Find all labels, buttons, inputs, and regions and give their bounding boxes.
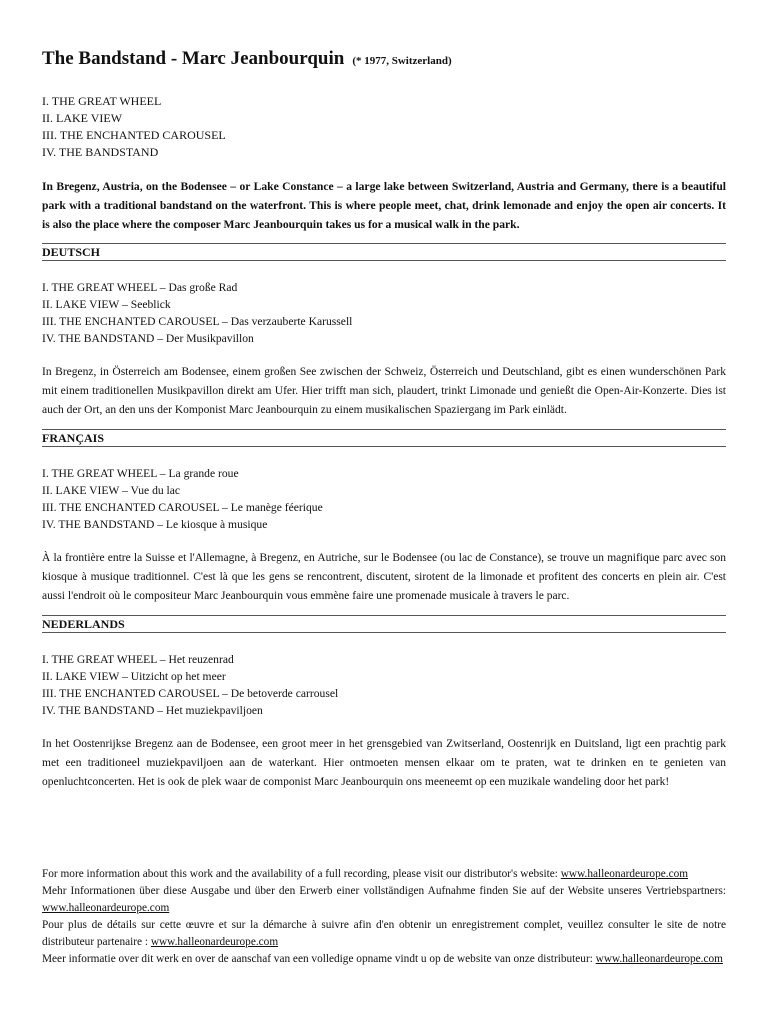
footer-text-deutsch: Mehr Informationen über diese Ausgabe und über den Erwerb einer vollständigen Aufnahme finden Sie auf der Website unseres Vertriebspartners: [42, 885, 726, 897]
movement-item: IV. THE BANDSTAND [42, 144, 159, 159]
section-heading-francais: FRANÇAIS [42, 429, 726, 447]
document-page [42, 48, 726, 792]
footer-line-english [42, 866, 726, 883]
movement-item: II. LAKE VIEW [42, 110, 123, 125]
movement-item: IV. THE BANDSTAND – Le kiosque à musique [42, 517, 268, 531]
movement-list-francais [42, 465, 726, 533]
nederlands-description: In het Oostenrijkse Bregenz aan de Bodensee, een groot meer in het grensgebied van Zwitserland, Oostenrijk en Duitsland, ligt een prachtig park met een traditioneel muziekpaviljoen aan de waterkant. Hier ontmoeten mensen elkaar om te praten, wat te drinken en te genieten van openluchtconcerten. Het is ook de plek waar de componist Marc Jeanbourquin ons meeneemt op een muzikale wandeling door het park! [42, 737, 726, 788]
footer-line-francais [42, 917, 726, 951]
footer-text-francais: Pour plus de détails sur cette œuvre et sur la démarche à suivre afin d'en obtenir un enregistrement complet, veuillez consulter le site de notre distributeur partenaire : [42, 919, 726, 948]
movement-item: I. THE GREAT WHEEL – Das große Rad [42, 280, 238, 294]
title-row [42, 48, 726, 71]
footer-text-nederlands: Meer informatie over dit werk en over de aanschaf van een volledige opname vindt u op de website van onze distributeur: [42, 953, 596, 965]
movement-item: III. THE ENCHANTED CAROUSEL – Le manège féerique [42, 500, 323, 514]
movement-item: II. LAKE VIEW – Vue du lac [42, 483, 181, 497]
section-deutsch [42, 243, 726, 420]
distributor-link[interactable]: www.halleonardeurope.com [42, 902, 170, 914]
footer-line-deutsch [42, 883, 726, 917]
movement-item: III. THE ENCHANTED CAROUSEL – De betoverde carrousel [42, 686, 339, 700]
english-description: In Bregenz, Austria, on the Bodensee – or Lake Constance – a large lake between Switzerland, Austria and Germany, there is a beautiful park with a traditional bandstand on the waterfront. This is where people meet, chat, drink lemonade and enjoy the open air concerts. It is also the place where the composer Marc Jeanbourquin takes us for a musical walk in the park. [42, 179, 726, 231]
movement-item: IV. THE BANDSTAND – Der Musikpavillon [42, 331, 254, 345]
movement-item: I. THE GREAT WHEEL – La grande roue [42, 466, 239, 480]
movement-item: I. THE GREAT WHEEL – Het reuzenrad [42, 652, 234, 666]
movement-item: II. LAKE VIEW – Seeblick [42, 297, 171, 311]
movement-list-english [42, 93, 726, 161]
distributor-link[interactable]: www.halleonardeurope.com [595, 953, 723, 965]
footer-line-nederlands [42, 951, 726, 968]
movement-list-nederlands [42, 651, 726, 719]
composer-info: (* 1977, Switzerland) [352, 55, 452, 67]
page-title: The Bandstand - Marc Jeanbourquin [42, 48, 345, 69]
footer-text-english: For more information about this work and the availability of a full recording, please visit our distributor's website: [42, 868, 561, 880]
section-nederlands [42, 615, 726, 792]
section-heading-deutsch: DEUTSCH [42, 243, 726, 261]
distributor-footer [42, 866, 726, 968]
movement-item: III. THE ENCHANTED CAROUSEL – Das verzauberte Karussell [42, 314, 353, 328]
francais-description: À la frontière entre la Suisse et l'Allemagne, à Bregenz, en Autriche, sur le Bodensee (ou lac de Constance), se trouve un magnifique parc avec son kiosque à musique traditionnel. C'est là que les gens se rencontrent, discutent, sirotent de la limonade et profitent des concerts en plein air. C'est aussi l'endroit où le compositeur Marc Jeanbourquin vous emmène faire une promenade musicale à travers le parc. [42, 551, 726, 602]
deutsch-description: In Bregenz, in Österreich am Bodensee, einem großen See zwischen der Schweiz, Österreich und Deutschland, gibt es einen wunderschönen Park mit einem traditionellen Musikpavillon direkt am Ufer. Hier trifft man sich, plaudert, trinkt Limonade und genießt die Open-Air-Konzerte. Dies ist auch der Ort, an den uns der Komponist Marc Jeanbourquin zu einem musikalischen Spaziergang im Park einlädt. [42, 365, 726, 416]
movement-list-deutsch [42, 279, 726, 347]
movement-item: III. THE ENCHANTED CAROUSEL [42, 127, 226, 142]
movement-item: IV. THE BANDSTAND – Het muziekpaviljoen [42, 703, 263, 717]
section-francais [42, 429, 726, 606]
distributor-link[interactable]: www.halleonardeurope.com [150, 936, 279, 948]
distributor-link[interactable]: www.halleonardeurope.com [560, 868, 689, 880]
movement-item: I. THE GREAT WHEEL [42, 93, 162, 108]
section-heading-nederlands: NEDERLANDS [42, 615, 726, 633]
movement-item: II. LAKE VIEW – Uitzicht op het meer [42, 669, 226, 683]
